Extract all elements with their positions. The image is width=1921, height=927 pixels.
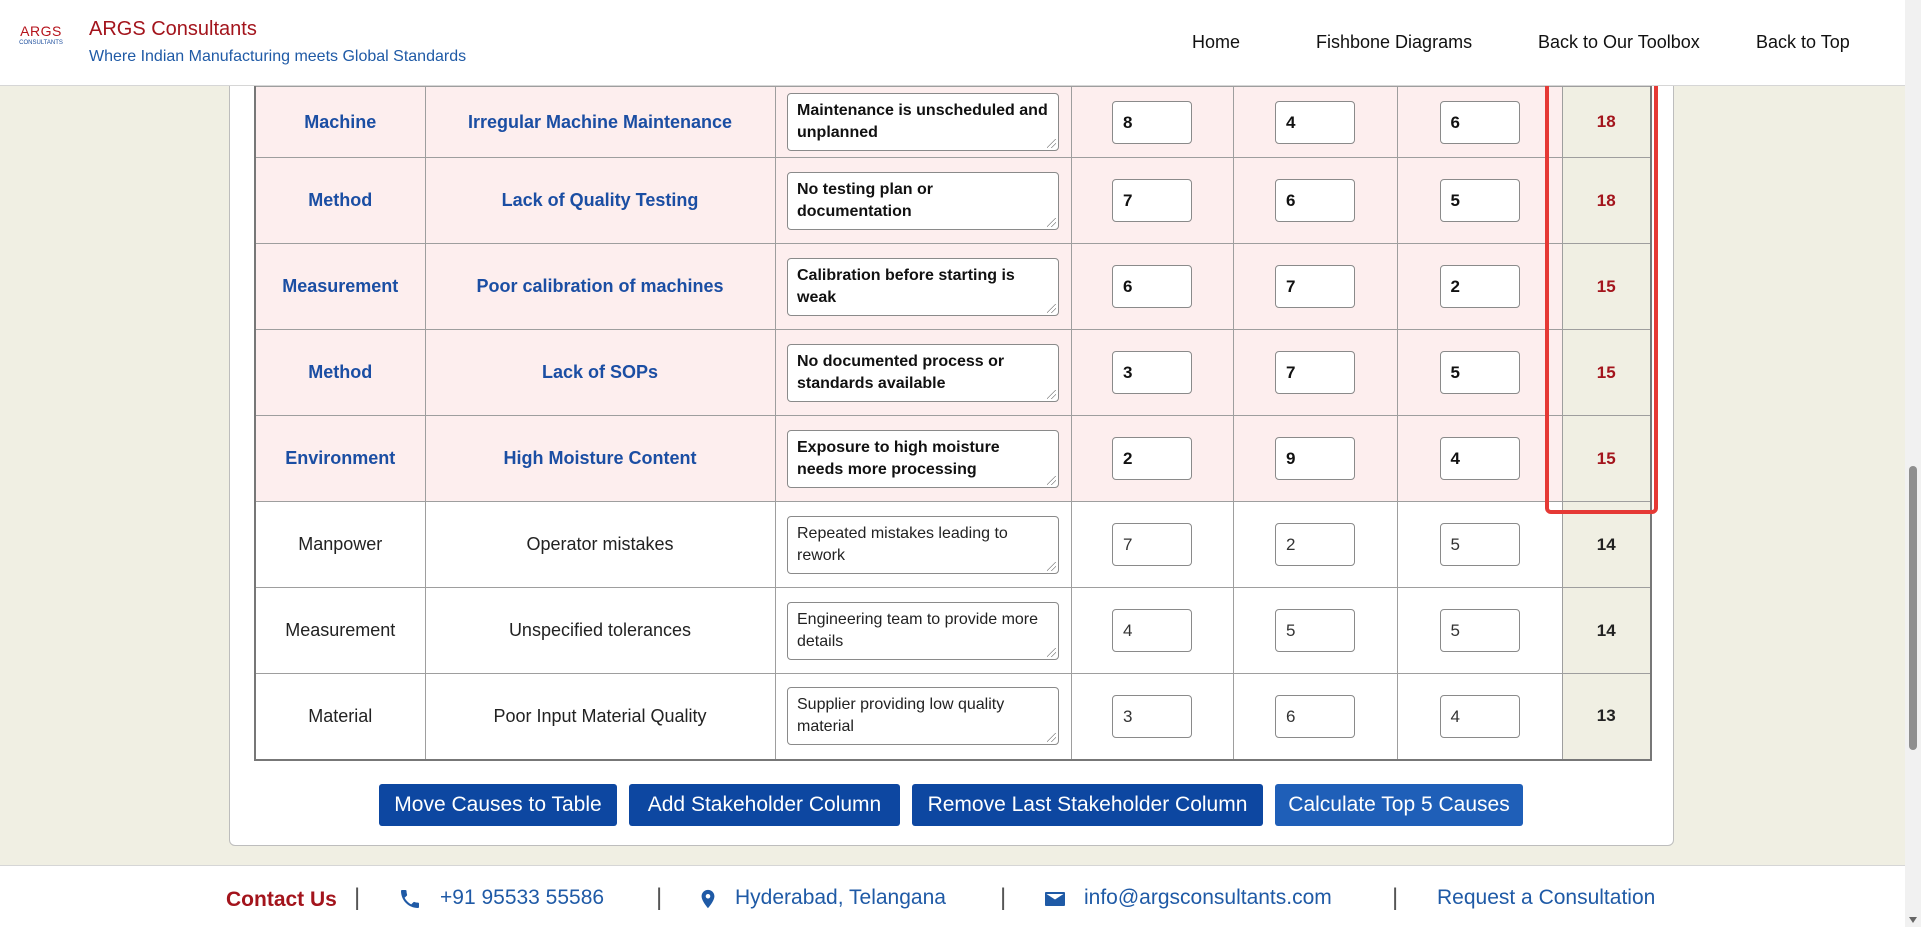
phone-icon xyxy=(398,887,422,916)
note-cell xyxy=(775,588,1071,674)
note-cell xyxy=(775,158,1071,244)
stakeholder-1-cell xyxy=(1071,416,1233,502)
stakeholder-1-cell xyxy=(1071,158,1233,244)
stakeholder-3-cell xyxy=(1397,416,1562,502)
note-text: Engineering team to provide more details xyxy=(797,610,1039,650)
category-cell: Manpower xyxy=(255,502,425,588)
cause-note-textarea[interactable] xyxy=(787,344,1059,402)
resize-grip-icon[interactable] xyxy=(1047,476,1056,485)
stakeholder-2-score-input[interactable]: 6 xyxy=(1275,179,1355,222)
stakeholder-1-score-input[interactable]: 2 xyxy=(1112,437,1192,480)
contact-footer xyxy=(0,865,1905,927)
envelope-icon xyxy=(1043,887,1067,916)
total-score-cell: 18 xyxy=(1562,87,1651,158)
note-text: Calibration before starting is weak xyxy=(797,266,1015,306)
total-score-cell: 14 xyxy=(1562,502,1651,588)
note-cell xyxy=(775,244,1071,330)
stakeholder-3-cell xyxy=(1397,87,1562,158)
resize-grip-icon[interactable] xyxy=(1047,562,1056,571)
stakeholder-3-score-input[interactable]: 5 xyxy=(1440,351,1520,394)
stakeholder-2-cell xyxy=(1233,674,1397,760)
stakeholder-1-cell xyxy=(1071,674,1233,760)
cause-cell: Poor calibration of machines xyxy=(425,244,775,330)
note-text: No testing plan or documentation xyxy=(797,180,933,220)
resize-grip-icon[interactable] xyxy=(1047,390,1056,399)
cause-cell: Lack of Quality Testing xyxy=(425,158,775,244)
stakeholder-1-cell xyxy=(1071,244,1233,330)
stakeholder-1-cell xyxy=(1071,87,1233,158)
nav-home[interactable]: Home xyxy=(1192,32,1241,52)
stakeholder-3-score-input[interactable]: 5 xyxy=(1440,523,1520,566)
cause-cell: Irregular Machine Maintenance xyxy=(425,87,775,158)
table-row xyxy=(255,416,1651,502)
footer-email-link[interactable]: info@argsconsultants.com xyxy=(1084,886,1332,909)
nav-back-to-toolbox[interactable]: Back to Our Toolbox xyxy=(1538,32,1700,52)
remove-stakeholder-column-button[interactable]: Remove Last Stakeholder Column xyxy=(912,784,1263,826)
category-cell: Measurement xyxy=(255,244,425,330)
table-row xyxy=(255,87,1651,158)
stakeholder-1-score-input[interactable]: 3 xyxy=(1112,351,1192,394)
table-row xyxy=(255,674,1651,760)
footer-divider: | xyxy=(1000,884,1007,911)
page-scrollbar[interactable] xyxy=(1905,0,1921,927)
cause-note-textarea[interactable] xyxy=(787,172,1059,230)
cause-priority-table xyxy=(254,86,1652,761)
nav-fishbone-diagrams[interactable]: Fishbone Diagrams xyxy=(1316,32,1473,52)
stakeholder-3-cell xyxy=(1397,244,1562,330)
table-row xyxy=(255,330,1651,416)
table-row xyxy=(255,502,1651,588)
scrollbar-thumb[interactable] xyxy=(1909,466,1917,750)
stakeholder-2-cell xyxy=(1233,416,1397,502)
note-text: No documented process or standards available xyxy=(797,352,1005,392)
resize-grip-icon[interactable] xyxy=(1047,304,1056,313)
stakeholder-2-cell xyxy=(1233,244,1397,330)
cause-cell: Operator mistakes xyxy=(425,502,775,588)
stakeholder-3-score-input[interactable]: 5 xyxy=(1440,609,1520,652)
total-score-cell: 15 xyxy=(1562,416,1651,502)
cause-note-textarea[interactable] xyxy=(787,687,1059,745)
cause-note-textarea[interactable] xyxy=(787,430,1059,488)
stakeholder-1-score-input[interactable]: 7 xyxy=(1112,523,1192,566)
category-cell: Method xyxy=(255,330,425,416)
cause-cell: Lack of SOPs xyxy=(425,330,775,416)
stakeholder-3-score-input[interactable]: 4 xyxy=(1440,695,1520,738)
stakeholder-3-cell xyxy=(1397,158,1562,244)
stakeholder-2-score-input[interactable]: 7 xyxy=(1275,351,1355,394)
footer-phone-link[interactable]: +91 95533 55586 xyxy=(440,886,605,909)
add-stakeholder-column-button[interactable]: Add Stakeholder Column xyxy=(629,784,900,826)
stakeholder-2-cell xyxy=(1233,588,1397,674)
contact-us-label: Contact Us xyxy=(226,888,337,911)
stakeholder-2-score-input[interactable]: 2 xyxy=(1275,523,1355,566)
category-cell: Method xyxy=(255,158,425,244)
stakeholder-3-cell xyxy=(1397,674,1562,760)
note-text: Supplier providing low quality material xyxy=(797,696,1005,736)
category-cell: Machine xyxy=(255,87,425,158)
stakeholder-2-score-input[interactable]: 4 xyxy=(1275,101,1355,144)
footer-divider: | xyxy=(354,884,361,911)
note-text: Maintenance is unscheduled and unplanned xyxy=(797,102,1048,141)
stakeholder-2-score-input[interactable]: 6 xyxy=(1275,695,1355,738)
category-cell: Measurement xyxy=(255,588,425,674)
stakeholder-3-score-input[interactable]: 5 xyxy=(1440,179,1520,222)
stakeholder-2-score-input[interactable]: 5 xyxy=(1275,609,1355,652)
nav-back-to-top[interactable]: Back to Top xyxy=(1756,32,1850,52)
table-row xyxy=(255,244,1651,330)
cause-cell: Poor Input Material Quality xyxy=(425,674,775,760)
stakeholder-3-score-input[interactable]: 6 xyxy=(1440,101,1520,144)
total-score-cell: 14 xyxy=(1562,588,1651,674)
stakeholder-1-cell xyxy=(1071,588,1233,674)
stakeholder-3-score-input[interactable]: 4 xyxy=(1440,437,1520,480)
stakeholder-2-cell xyxy=(1233,158,1397,244)
stakeholder-2-cell xyxy=(1233,330,1397,416)
top-header xyxy=(0,0,1905,86)
resize-grip-icon[interactable] xyxy=(1047,139,1056,148)
footer-divider: | xyxy=(656,884,663,911)
note-cell xyxy=(775,502,1071,588)
total-score-cell: 13 xyxy=(1562,674,1651,760)
brand-title[interactable]: ARGS Consultants xyxy=(89,18,257,40)
logo-main-text: ARGS xyxy=(20,23,62,39)
stakeholder-2-score-input[interactable]: 9 xyxy=(1275,437,1355,480)
stakeholder-3-cell xyxy=(1397,502,1562,588)
args-logo[interactable] xyxy=(14,24,68,56)
footer-divider: | xyxy=(1392,884,1399,911)
cause-cell: High Moisture Content xyxy=(425,416,775,502)
cause-note-textarea[interactable] xyxy=(787,258,1059,316)
stakeholder-2-score-input[interactable]: 7 xyxy=(1275,265,1355,308)
category-cell: Environment xyxy=(255,416,425,502)
stakeholder-2-cell xyxy=(1233,87,1397,158)
note-cell xyxy=(775,674,1071,760)
stakeholder-1-cell xyxy=(1071,502,1233,588)
brand-tagline: Where Indian Manufacturing meets Global Standards xyxy=(89,48,467,65)
note-cell xyxy=(775,330,1071,416)
stakeholder-3-cell xyxy=(1397,588,1562,674)
stakeholder-1-score-input[interactable]: 8 xyxy=(1112,101,1192,144)
note-cell xyxy=(775,416,1071,502)
note-cell xyxy=(775,87,1071,158)
total-score-cell: 15 xyxy=(1562,330,1651,416)
cause-cell: Unspecified tolerances xyxy=(425,588,775,674)
stakeholder-1-score-input[interactable]: 6 xyxy=(1112,265,1192,308)
move-causes-button[interactable]: Move Causes to Table xyxy=(379,784,617,826)
cause-note-textarea[interactable] xyxy=(787,602,1059,660)
cause-note-textarea[interactable] xyxy=(787,516,1059,574)
stakeholder-3-score-input[interactable]: 2 xyxy=(1440,265,1520,308)
stakeholder-1-score-input[interactable]: 3 xyxy=(1112,695,1192,738)
location-pin-icon xyxy=(697,887,719,916)
total-score-cell: 15 xyxy=(1562,244,1651,330)
table-row xyxy=(255,588,1651,674)
stakeholder-2-cell xyxy=(1233,502,1397,588)
calculate-top-causes-button[interactable]: Calculate Top 5 Causes xyxy=(1275,784,1523,826)
stakeholder-1-cell xyxy=(1071,330,1233,416)
note-text: Repeated mistakes leading to rework xyxy=(797,524,1008,564)
footer-location[interactable]: Hyderabad, Telangana xyxy=(735,886,946,909)
request-consultation-link[interactable]: Request a Consultation xyxy=(1437,886,1656,909)
total-score-cell: 18 xyxy=(1562,158,1651,244)
resize-grip-icon[interactable] xyxy=(1047,218,1056,227)
stakeholder-3-cell xyxy=(1397,330,1562,416)
logo-sub-text: CONSULTANTS xyxy=(19,40,63,46)
category-cell: Material xyxy=(255,674,425,760)
table-row xyxy=(255,158,1651,244)
resize-grip-icon[interactable] xyxy=(1047,648,1056,657)
note-text: Exposure to high moisture needs more processing xyxy=(797,438,1000,478)
stakeholder-1-score-input[interactable]: 7 xyxy=(1112,179,1192,222)
scroll-down-arrow-icon[interactable] xyxy=(1909,917,1917,923)
resize-grip-icon[interactable] xyxy=(1047,733,1056,742)
stakeholder-1-score-input[interactable]: 4 xyxy=(1112,609,1192,652)
cause-note-textarea[interactable] xyxy=(787,93,1059,151)
